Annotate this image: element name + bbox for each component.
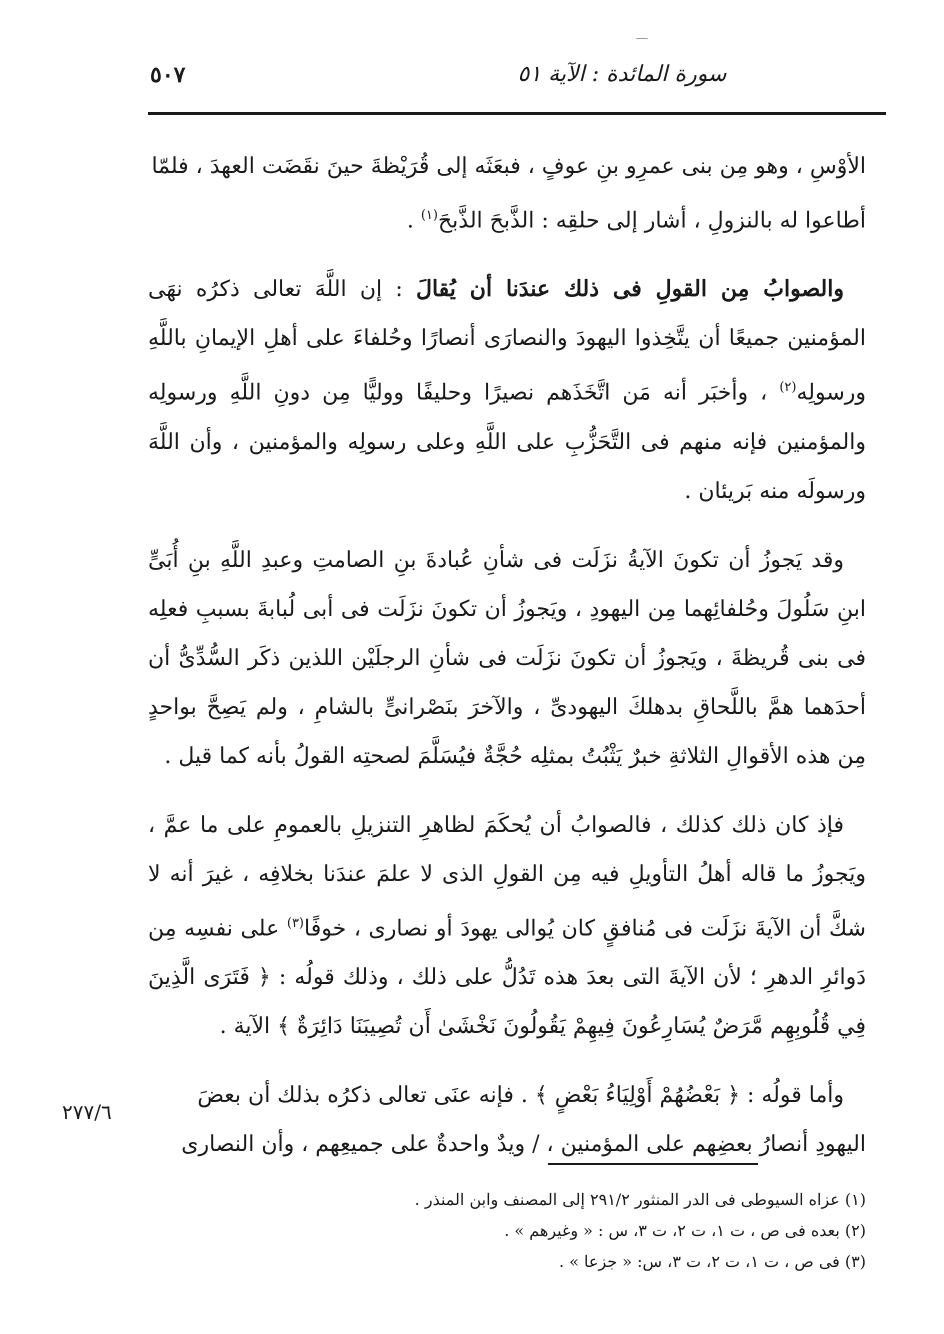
footnote-3: (٣) فى ص ، ت ١، ت ٢، ت ٣، س: « جزعا » . xyxy=(559,1252,866,1271)
p2-text-a: : إن اللَّهَ تعالى ذكرُه نهَى المؤمنين جميعًا أن يتَّخِذوا اليهودَ والنصارَى أنصارًا وحُلفاءَ على أهلِ الإيمانِ باللَّهِ ورسولِه xyxy=(148,277,866,406)
paragraph-1 xyxy=(148,142,866,245)
footnote-rule xyxy=(548,1163,758,1165)
header-rule xyxy=(148,112,886,115)
paragraph-2 xyxy=(148,265,866,515)
p3-text: وقد يَجوزُ أن تكونَ الآيةُ نزَلَت فى شأنِ عُبادةَ بنِ الصامتِ وعبدِ اللَّهِ بنِ أُبَىٍّ ابنِ سَلُولَ وحُلفائِهما مِن اليهودِ ، ويَجوزُ أن تكونَ نزَلَت فى أبى لُبابةَ بسببِ فعلِه فى بنى قُريظةَ ، ويَجوزُ أن تكونَ نزَلَت فى شأنِ الرجلَيْن اللذين ذكَر السُّدِّىُّ أن أحدَهما همَّ باللَّحاقِ بدهلكَ اليهودىِّ ، والآخرَ بنَصْرانىٍّ بالشامِ ، ولم يَصِحَّ بواحدٍ مِن هذه الأقوالِ الثلاثةِ خبرٌ يَثْبُتُ بمثلِه حُجَّةٌ فيُسَلَّمَ لصحتِه القولُ بأنه كما قيل . xyxy=(148,547,866,769)
p4-text-a: فإذ كان ذلك كذلك ، فالصوابُ أن يُحكَمَ لظاهرِ التنزيلِ بالعمومِ على ما عمَّ ، ويَجوزُ ما قاله أهلُ التأويلِ فيه مِن القولِ الذى لا علمَ عندَنا بخلافِه ، غيرَ أنه لا شكَّ أن الآيةَ نزَلَت فى مُنافقٍ كان يُوالى يهودَ أو نصارى ، خوفًا xyxy=(148,812,866,941)
page-number: ٥٠٧ xyxy=(150,62,186,88)
scan-speck xyxy=(636,38,648,41)
footnotes xyxy=(148,1184,866,1277)
running-head xyxy=(150,62,844,102)
p1-line2: أطاعوا له بالنزولِ ، أشار إلى حلقِه : الذَّبحَ الذَّبحَ xyxy=(437,208,866,234)
footnote-ref-1: (١) xyxy=(420,208,438,223)
p1-line1: الأوْسِ ، وهو مِن بنى عمرِو بنِ عوفٍ ، فبعَثَه إلى قُرَيْظةَ حينَ نقَضَت العهدَ ، فلمّا xyxy=(151,154,866,179)
p2-lead: والصوابُ مِن القولِ فى ذلك عندَنا أن يُقالَ xyxy=(415,276,844,303)
surah-title: سورة المائدة : الآية ٥١ xyxy=(517,62,727,87)
footnote-1: (١) عزاه السيوطى فى الدر المنثور ٢٩١/٢ إلى المصنف وابن المنذر . xyxy=(414,1190,866,1209)
p5-line2-text: اليهودِ أنصارُ بعضِهم على المؤمنين ، / ويدٌ واحدةٌ على جميعِهم ، وأن النصارى xyxy=(181,1131,866,1157)
main-text xyxy=(148,142,866,1189)
paragraph-3 xyxy=(148,536,866,781)
p1-end: . xyxy=(406,208,421,234)
footnote-ref-3: (٣) xyxy=(286,915,304,931)
footnote-ref-2: (٢) xyxy=(779,380,797,396)
p5-line1: وأما قولُه : ﴿ بَعْضُهُمْ أَوْلِيَاءُ بَعْضٍ ﴾ . فإنه عنَى تعالى ذكرُه بذلك أن بعضَ xyxy=(197,1082,844,1108)
p4-text-b: على نفسِه مِن دَوائرِ الدهرِ ؛ لأن الآيةَ التى بعدَ هذه تَدُلُّ على ذلك ، وذلك قولُه : ﴿ فَتَرَى الَّذِينَ فِي قُلُوبِهِم مَّرَضٌ يُسَارِعُونَ فِيهِمْ يَقُولُونَ نَخْشَىٰ أَن تُصِيبَنَا دَائِرَةٌ ﴾ الآية . xyxy=(148,915,866,1039)
paragraph-4 xyxy=(148,801,866,1051)
p2-text-b: ، وأخبَر أنه مَن اتَّخَذَهم نصيرًا وحليفًا ووليًّا مِن دونِ اللَّهِ ورسولِه والمؤمنين فإنه منهم فى التَّحَزُّبِ على اللَّهِ وعلى رسولِه والمؤمنين ، وأن اللَّهَ ورسولَه منه بَريئان . xyxy=(148,380,866,504)
footnote-2: (٢) بعده فى ص ، ت ١، ت ٢، ت ٣، س : « وغيرهم » . xyxy=(504,1221,866,1240)
paragraph-5 xyxy=(148,1071,866,1169)
margin-reference: ٢٧٧/٦ xyxy=(62,1100,112,1124)
p5-line2 xyxy=(181,1132,866,1157)
